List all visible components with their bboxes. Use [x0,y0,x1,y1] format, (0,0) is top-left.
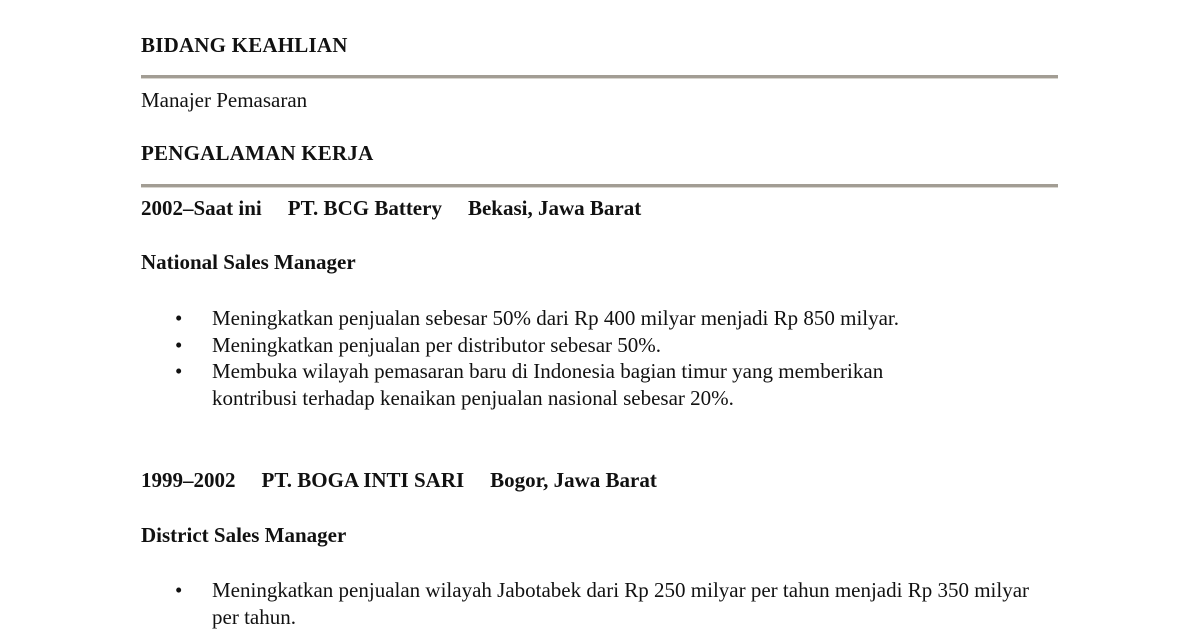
job-1-header [141,196,641,221]
achievement-text: Membuka wilayah pemasaran baru di Indonesia bagian timur yang memberikan kontribusi terhadap kenaikan penjualan nasional sebesar 20%. [212,359,884,410]
achievement-text: Meningkatkan penjualan wilayah Jabotabek dari Rp 250 milyar per tahun menjadi Rp 350 milyar per tahun. [212,578,1030,629]
bullet-icon: • [175,306,183,330]
bullet-icon: • [175,359,183,383]
job-1-achievements [175,305,1052,411]
list-item [175,305,1052,332]
job-2-header [141,468,657,493]
list-item [175,577,1032,630]
job-1-title: National Sales Manager [141,250,356,274]
job-2-company: PT. BOGA INTI SARI [261,468,465,492]
skills-heading: BIDANG KEAHLIAN [141,33,348,57]
achievement-text: Meningkatkan penjualan per distributor sebesar 50%. [212,332,662,357]
bullet-icon: • [175,332,183,357]
job-2-period: 1999–2002 [141,468,236,492]
list-item [175,332,1052,359]
experience-divider [141,184,1058,188]
job-1-period: 2002–Saat ini [141,196,262,220]
list-item [175,358,972,411]
job-1-company: PT. BCG Battery [287,196,442,220]
skills-divider [141,75,1058,79]
job-2-title: District Sales Manager [141,523,347,547]
job-1-location: Bekasi, Jawa Barat [467,196,642,220]
experience-heading: PENGALAMAN KERJA [141,141,374,165]
bullet-icon: • [175,578,183,602]
job-2-achievements [175,577,1032,630]
skills-value: Manajer Pemasaran [141,88,308,112]
job-2-location: Bogor, Jawa Barat [490,468,657,492]
achievement-text: Meningkatkan penjualan sebesar 50% dari Rp 400 milyar menjadi Rp 850 milyar. [212,306,900,330]
